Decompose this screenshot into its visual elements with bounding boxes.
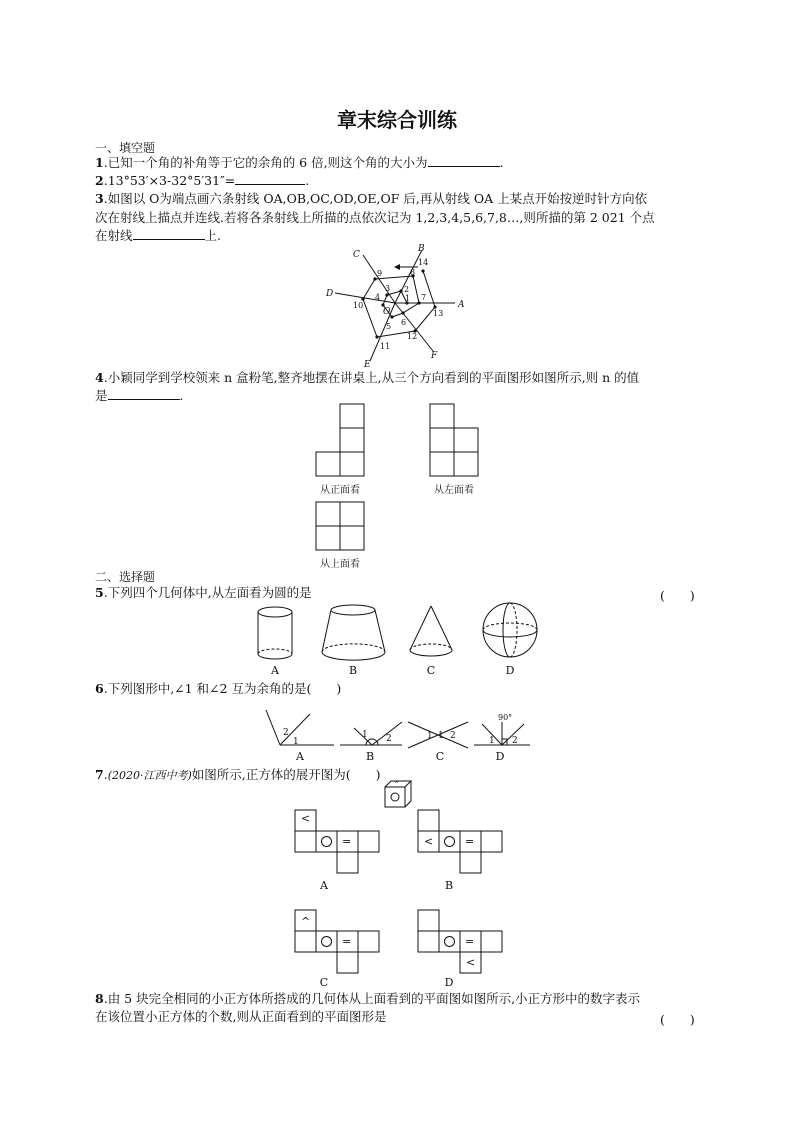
svg-text:2: 2 bbox=[386, 734, 392, 744]
ray-label: C bbox=[353, 250, 360, 260]
question-number: 4 bbox=[95, 370, 104, 385]
question-3-line2: 次在射线上描点并连线.若将各条射线上所描的点依次记为 1,2,3,4,5,6,7,8…,则所描的第 2 021 个点 bbox=[95, 210, 655, 225]
question-4-line2: 是 . bbox=[95, 388, 184, 403]
front-view-caption: 从正面看 bbox=[320, 485, 360, 496]
net-option-d bbox=[418, 910, 502, 973]
point-label: 8 bbox=[410, 268, 416, 277]
question-number: 8 bbox=[95, 991, 104, 1006]
option-label[interactable]: D bbox=[444, 976, 454, 989]
point-label: 3 bbox=[385, 284, 391, 293]
top-view-figure bbox=[316, 502, 364, 550]
ray-label: B bbox=[418, 244, 425, 254]
section-fill-in: 一、填空题 bbox=[95, 141, 156, 155]
point-label: 11 bbox=[380, 342, 391, 351]
svg-text:=: = bbox=[342, 935, 352, 948]
point-label: 6 bbox=[401, 318, 407, 327]
option-label[interactable]: B bbox=[365, 750, 375, 763]
question-number: 1 bbox=[95, 155, 104, 170]
svg-text:<: < bbox=[424, 835, 434, 848]
front-view-figure bbox=[316, 404, 364, 476]
option-label[interactable]: B bbox=[444, 879, 454, 892]
question-7: 7.(2020·江西中考)如图所示,正方体的展开图为( ) bbox=[95, 767, 381, 782]
point-label: 13 bbox=[433, 309, 444, 318]
svg-text:1: 1 bbox=[293, 737, 299, 747]
option-label[interactable]: C bbox=[426, 664, 436, 677]
svg-text:1: 1 bbox=[427, 731, 433, 741]
point-label: 7 bbox=[421, 293, 427, 302]
option-label[interactable]: A bbox=[271, 664, 279, 677]
question-1: 1.已知一个角的补角等于它的余角的 6 倍,则这个角的大小为 . bbox=[95, 155, 504, 170]
question-number: 3 bbox=[95, 191, 104, 206]
answer-blank[interactable] bbox=[108, 387, 180, 400]
svg-text:<: < bbox=[466, 956, 476, 969]
svg-text:^: ^ bbox=[301, 915, 311, 928]
top-view-caption: 从上面看 bbox=[320, 559, 360, 570]
point-label: 4 bbox=[375, 293, 381, 302]
svg-text:<: < bbox=[301, 812, 311, 825]
point-label: 14 bbox=[418, 258, 429, 267]
svg-text:=: = bbox=[465, 935, 475, 948]
point-label: 12 bbox=[407, 332, 418, 341]
question-number: 6 bbox=[95, 681, 104, 696]
option-label[interactable]: C bbox=[435, 750, 445, 763]
question-2: 2.13°53′×3-32°5′31″= . bbox=[95, 173, 310, 188]
ray-spiral-figure bbox=[325, 243, 475, 368]
ray-label: F bbox=[431, 351, 438, 361]
question-6: 6.下列图形中,∠1 和∠2 互为余角的是( ) bbox=[95, 681, 342, 696]
question-number: 5 bbox=[95, 585, 104, 600]
point-label: 2 bbox=[404, 285, 410, 294]
svg-text:1: 1 bbox=[362, 730, 368, 740]
option-label[interactable]: C bbox=[319, 976, 329, 989]
section-choice: 二、选择题 bbox=[95, 570, 156, 584]
answer-paren[interactable]: ( ) bbox=[660, 588, 695, 603]
svg-text:2: 2 bbox=[512, 736, 518, 746]
question-number: 2 bbox=[95, 173, 104, 188]
angles-figure bbox=[262, 708, 537, 748]
svg-text:1: 1 bbox=[489, 736, 495, 746]
point-label: 10 bbox=[353, 301, 364, 310]
option-label[interactable]: D bbox=[505, 664, 515, 677]
question-5: 5.下列四个几何体中,从左面看为圆的是 bbox=[95, 585, 312, 600]
question-4-line1: 4.小颖同学到学校领来 n 盒粉笔,整齐地摆在讲桌上,从三个方向看到的平面图形如图所示,则 n 的值 bbox=[95, 370, 640, 385]
ray-label: D bbox=[326, 289, 334, 299]
svg-text:90°: 90° bbox=[498, 713, 513, 722]
center-label: O bbox=[383, 307, 391, 317]
net-option-a bbox=[295, 810, 379, 873]
ray-label: A bbox=[458, 300, 465, 310]
page-title: 章末综合训练 bbox=[337, 108, 457, 132]
option-label[interactable]: A bbox=[296, 750, 304, 763]
left-view-figure bbox=[430, 404, 478, 476]
svg-text:2: 2 bbox=[283, 728, 289, 738]
point-label: 5 bbox=[386, 322, 392, 331]
svg-text:1: 1 bbox=[438, 731, 444, 741]
ray-label: E bbox=[364, 360, 371, 370]
net-option-c bbox=[295, 910, 379, 973]
option-label[interactable]: B bbox=[348, 664, 358, 677]
answer-paren[interactable]: ( ) bbox=[660, 1012, 695, 1027]
left-view-caption: 从左面看 bbox=[434, 485, 474, 496]
arrow-head-icon bbox=[394, 264, 400, 270]
point-label: 9 bbox=[377, 269, 383, 278]
question-number: 7 bbox=[95, 767, 104, 782]
svg-text:=: = bbox=[465, 835, 475, 848]
option-label[interactable]: D bbox=[495, 750, 505, 763]
answer-blank[interactable] bbox=[428, 154, 500, 167]
svg-text:^: ^ bbox=[394, 781, 400, 788]
svg-text:=: = bbox=[342, 835, 352, 848]
svg-text:2: 2 bbox=[450, 731, 456, 741]
point-label: 1 bbox=[405, 294, 411, 303]
question-3-line3: 在射线 上. bbox=[95, 228, 221, 243]
question-8-line2: 在该位置小正方体的个数,则从正面看到的平面图形是 bbox=[95, 1009, 387, 1024]
net-option-b bbox=[418, 810, 502, 873]
solids-figure bbox=[252, 604, 552, 664]
question-3-line1: 3.如图以 O为端点画六条射线 OA,OB,OC,OD,OE,OF 后,再从射线 OA 上某点开始按逆时针方向依 bbox=[95, 191, 648, 206]
answer-blank[interactable] bbox=[133, 227, 205, 240]
answer-blank[interactable] bbox=[235, 172, 305, 185]
option-label[interactable]: A bbox=[320, 879, 328, 892]
question-8-line1: 8.由 5 块完全相同的小正方体所搭成的几何体从上面看到的平面图如图所示,小正方形中的数字表示 bbox=[95, 991, 641, 1006]
cube-figure bbox=[383, 780, 413, 810]
